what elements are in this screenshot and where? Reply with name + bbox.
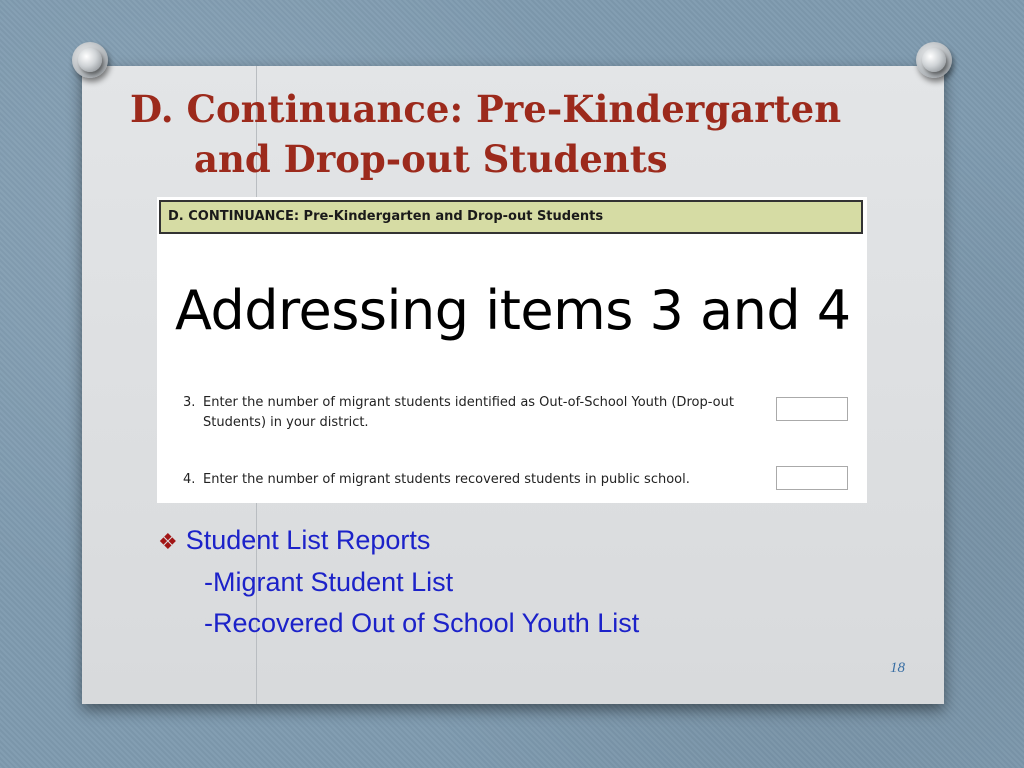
page-number: 18 [890,660,905,676]
form-section-header: D. CONTINUANCE: Pre-Kindergarten and Drop-out Students [159,200,863,234]
bullet-sub-1: -Migrant Student List [204,567,454,597]
item-3-input[interactable] [776,397,848,421]
pushpin-top-right-icon [914,42,954,82]
diamond-bullet-icon: ❖ [158,529,178,554]
slide-title [130,84,890,184]
item-text: Enter the number of migrant students recovered students in public school. [203,472,690,487]
overlay-caption: Addressing items 3 and 4 [175,279,851,342]
bullet-list [158,520,858,644]
form-item-4 [183,470,763,490]
pushpin-top-left-icon [70,42,110,82]
item-number: 4. [183,472,196,487]
title-line-2: and Drop-out Students [194,137,668,181]
item-4-input[interactable] [776,466,848,490]
form-item-3 [183,393,763,433]
item-number: 3. [183,395,196,410]
form-screenshot [157,197,867,503]
bullet-main-text: Student List Reports [185,525,431,555]
bullet-main [158,520,858,562]
item-text: Enter the number of migrant students identified as Out-of-School Youth (Drop-out Students) in your district. [203,395,734,430]
title-line-1: D. Continuance: Pre-Kindergarten [130,87,842,131]
bullet-sub-2: -Recovered Out of School Youth List [204,608,640,638]
